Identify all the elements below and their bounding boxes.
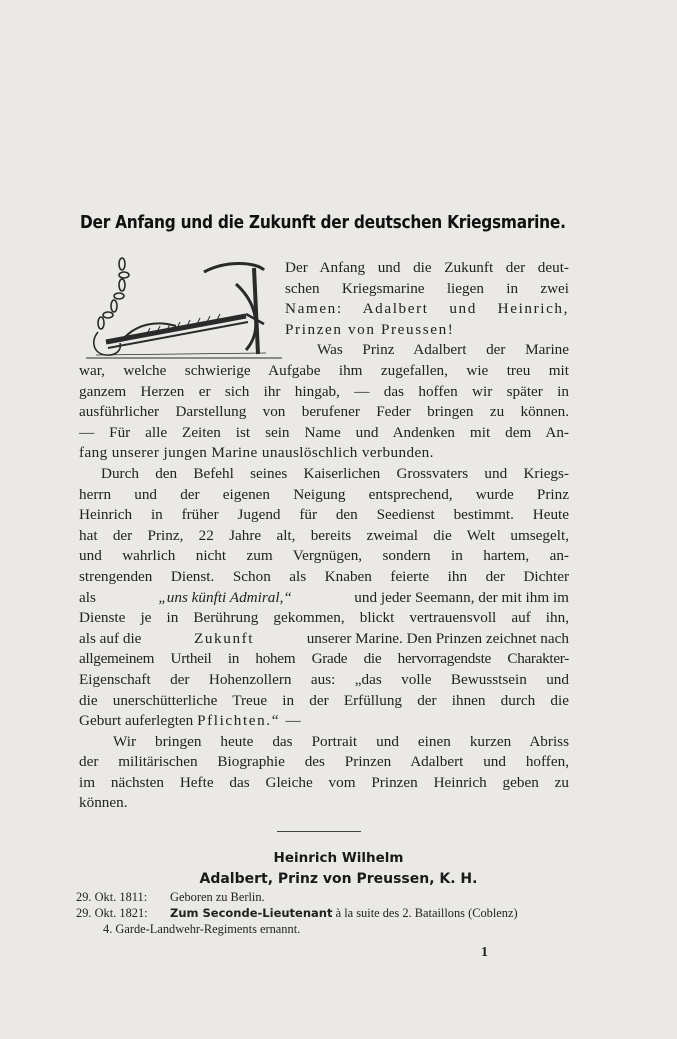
- body-fragment: Geburt auferlegten: [79, 712, 194, 730]
- biography-heading-name: Heinrich Wilhelm: [273, 850, 404, 866]
- body-fragment: als auf die: [79, 629, 142, 647]
- section-divider: [277, 831, 361, 832]
- intro-line: Was Prinz Adalbert der Marine: [317, 341, 569, 359]
- body-line: und wahrlich nicht zum Vergnügen, sondern in hartem, an-: [79, 547, 569, 565]
- body-fragment: und jeder Seemann, der mit ihm im: [354, 588, 569, 606]
- spaced-fragment: Zukunft: [193, 629, 255, 647]
- body-line: strengenden Dienst. Schon als Knaben feierte ihn der Dichter: [79, 567, 569, 585]
- chronology-list: [76, 889, 576, 937]
- body-line: Wir bringen heute das Portrait und einen kurzen Abriss: [113, 732, 569, 750]
- body-fragment: unserer Marine. Den Prinzen zeichnet nach: [306, 629, 569, 647]
- chronology-date: 29. Okt. 1811:: [76, 890, 148, 904]
- chronology-text: à la suite des 2. Bataillons (Coblenz): [332, 906, 518, 920]
- body-line: ausführlicher Darstellung von berufener Feder bringen zu können.: [79, 403, 569, 421]
- body-line: Dienste je in Berührung gekommen, blickt vertrauensvoll auf ihn,: [79, 609, 569, 627]
- chronology-continuation: 4. Garde-Landwehr-Regiments ernannt.: [103, 922, 301, 936]
- body-line: im nächsten Hefte das Gleiche vom Prinzen Heinrich geben zu: [79, 773, 569, 791]
- biography-heading-title: Adalbert, Prinz von Preussen, K. H.: [199, 871, 478, 887]
- body-line: ganzem Herzen er sich ihr hingab, — das hoffen wir später in: [79, 382, 569, 400]
- body-line: können.: [79, 794, 128, 812]
- body-line: die unerschütterliche Treue in der Erfüllung der ihnen durch die: [79, 691, 569, 709]
- chronology-entry: [76, 905, 576, 921]
- body-line: war, welche schwierige Aufgabe ihm zugefallen, wie treu mit: [79, 362, 569, 379]
- body-line: der militärischen Biographie des Prinzen Adalbert und hoffen,: [79, 753, 569, 771]
- intro-line: Der Anfang und die Zukunft der deut-: [285, 259, 569, 276]
- chronology-bold: Zum Seconde-Lieutenant: [170, 906, 333, 920]
- article-title: Der Anfang und die Zukunft der deutschen Kriegsmarine.: [80, 213, 566, 233]
- body-line: — Für alle Zeiten ist sein Name und Andenken mit dem An-: [79, 423, 569, 441]
- body-line: herrn und der eigenen Neigung entsprechend, wurde Prinz: [79, 485, 569, 503]
- chronology-text: Geboren zu Berlin.: [170, 890, 265, 904]
- body-line: [79, 711, 569, 732]
- body-line: Eigenschaft der Hohenzollern aus: „das volle Bewusstsein und: [79, 670, 569, 688]
- intro-paragraph: [285, 258, 569, 361]
- body-line: [79, 588, 569, 609]
- body-line: Durch den Befehl seines Kaiserlichen Grossvaters und Kriegs-: [101, 464, 569, 482]
- body-text: [79, 361, 569, 814]
- intro-line: schen Kriegsmarine liegen in zwei: [285, 279, 569, 297]
- chronology-entry: [76, 889, 576, 905]
- chronology-date: 29. Okt. 1821:: [76, 906, 148, 920]
- spaced-fragment: Pflichten.“ —: [197, 712, 303, 730]
- quote-fragment: „uns künfti Admiral,“: [158, 588, 292, 606]
- body-line: fang unserer jungen Marine unauslöschlich verbunden.: [79, 444, 434, 462]
- body-fragment: als: [79, 588, 96, 606]
- anchor-illustration: [86, 254, 282, 362]
- body-line: Heinrich in früher Jugend für den Seedienst bestimmt. Heute: [79, 506, 569, 524]
- body-line: [79, 629, 569, 650]
- intro-line: Prinzen von Preussen!: [285, 320, 455, 338]
- body-line: hat der Prinz, 22 Jahre alt, bereits zweimal die Welt umsegelt,: [79, 526, 569, 544]
- intro-line: Namen: Adalbert und Heinrich,: [285, 300, 569, 318]
- page-number: 1: [481, 945, 488, 960]
- body-line: allgemeinem Urtheil in hohem Grade die hervorragendste Charakter-: [79, 650, 569, 668]
